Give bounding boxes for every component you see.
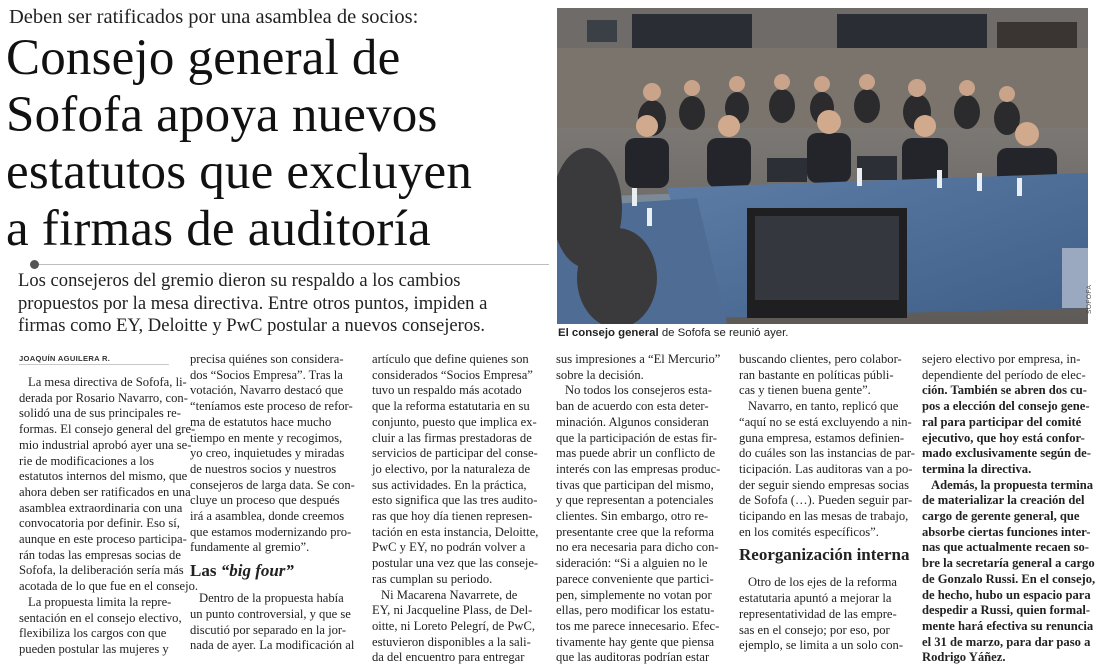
body-text-line: sideración: “Si a alguien no le xyxy=(556,556,708,571)
body-column-1 xyxy=(19,375,199,658)
body-text-line: rán todas las empresas socias de xyxy=(19,547,181,562)
body-text-line: nada de ayer. La modificación al xyxy=(190,638,355,653)
body-text-line: “teníamos este proceso de refor- xyxy=(190,399,353,414)
body-text-line: mio industrial aprobó ayer una se- xyxy=(19,437,192,452)
body-text-line: sobre la decisión. xyxy=(556,367,644,382)
body-text-line: oitte, ni Loreto Pelegrí, de PwC, xyxy=(372,618,535,633)
body-text-line: formas. El consejo general del gre- xyxy=(19,422,196,437)
subheading: Reorganización interna xyxy=(739,545,910,565)
body-column-5 xyxy=(739,352,916,654)
body-text-line: ción. También se abren dos cu- xyxy=(922,383,1087,398)
body-text-line: do cuáles son las instancias de par- xyxy=(739,446,916,461)
meeting-photo xyxy=(557,8,1088,324)
body-text-line: flexibiliza los cargos con que xyxy=(19,626,167,641)
body-text-line: cargo de gerente general, que xyxy=(922,509,1080,524)
body-text-line: Rodrigo Yáñez. xyxy=(922,650,1006,665)
body-text-line: La mesa directiva de Sofofa, li- xyxy=(28,375,187,389)
body-text-line: no era necesaria para dicho con- xyxy=(556,540,719,555)
body-text-line: bre la secretaría general a cargo xyxy=(922,556,1095,571)
body-text-line: de materializar la creación del xyxy=(922,493,1085,508)
body-text-line: discutió por separado en la jor- xyxy=(190,622,347,637)
body-text-line: cluye un proceso que después xyxy=(190,493,340,508)
body-text-line: irá a asamblea, donde creemos xyxy=(190,509,345,524)
body-text-line: pen, simplemente no votan por xyxy=(556,587,712,602)
body-text-line: ral para participar del comité xyxy=(922,414,1082,429)
body-text-line: PwC y EY, no podrán volver a xyxy=(372,540,526,555)
body-text-line: Navarro, en tanto, replicó que xyxy=(748,399,899,414)
body-text-line: ran bastante en políticas públi- xyxy=(739,367,894,382)
body-text-line: ras cumplan su periodo. xyxy=(372,571,493,586)
deck-bullet xyxy=(30,260,39,269)
subheading xyxy=(190,561,362,581)
body-text-line: ticipación. Las auditoras van a po- xyxy=(739,461,913,476)
body-text-line: asamblea extraordinaria con una xyxy=(19,500,183,515)
body-text-line: tiempo en mente y recogimos, xyxy=(190,430,343,445)
body-text-line: Además, la propuesta termina xyxy=(931,477,1094,492)
body-text-line: nas que actualmente recaen so- xyxy=(922,540,1089,555)
body-text-line: buscando clientes, pero colabor- xyxy=(739,352,902,366)
body-text-line: parece conveniente que partici- xyxy=(556,571,714,586)
byline: JOAQUÍN AGUILERA R. xyxy=(19,354,111,363)
body-text-line: precisa quiénes son considera- xyxy=(190,352,344,366)
body-text-line: de nuestros socios y nuestros xyxy=(190,461,337,476)
body-text-line: sentación en el consejo electivo, xyxy=(19,610,182,625)
body-text-line: mado exclusivamente según de- xyxy=(922,446,1091,461)
deck-line: propuestos por la mesa directiva. Entre otros puntos, impiden a xyxy=(18,292,488,314)
body-text-line: der seguir siendo empresas socias xyxy=(739,477,909,492)
deck-divider xyxy=(34,264,549,265)
body-text-line: yo creo, inquietudes y miradas xyxy=(190,446,345,461)
body-text-line: solidó una de sus principales re- xyxy=(19,406,181,421)
body-text-line: tivas que participan del mismo, xyxy=(556,477,714,492)
caption-bold: El consejo general xyxy=(558,327,659,339)
body-text-line: tivamente hay gente que piensa xyxy=(556,634,715,649)
body-text-line: da del encuentro para entregar xyxy=(372,650,525,665)
body-text-line: representatividad de las empre- xyxy=(739,606,897,621)
body-text-line: sus impresiones a “El Mercurio” xyxy=(556,352,721,366)
body-text-line: tación en esta instancia, Deloitte, xyxy=(372,524,539,539)
body-text-line: servicios de participar del conse- xyxy=(372,446,538,461)
body-text-line: ras que hoy día tienen represen- xyxy=(372,509,533,524)
deck-line: firmas como EY, Deloitte y PwC postular a nuevos consejeros. xyxy=(18,315,486,336)
body-text-line: tuvo un respaldo más acotado xyxy=(372,383,522,398)
body-text-line: ellas, pero modificar los estatu- xyxy=(556,603,715,618)
body-text-line: considerados “Socios Empresa” xyxy=(372,367,533,382)
body-text-line: esto significa que las tres audito- xyxy=(372,493,538,508)
body-text-line: de Sofofa (…). Pueden seguir par- xyxy=(739,493,913,508)
body-text-line: EY, ni Jacqueline Plass, de Del- xyxy=(372,603,533,618)
body-column-4 xyxy=(556,352,728,666)
subheading-italic: “big four” xyxy=(220,561,294,581)
body-text-line: estatutaria apuntó a mejorar la xyxy=(739,591,892,606)
body-text-line: mente hará efectiva su renuncia xyxy=(922,618,1094,633)
body-text-line: votación, Navarro destacó que xyxy=(190,383,344,398)
subheading-text: Las xyxy=(190,561,221,581)
caption-text: de Sofofa se reunió ayer. xyxy=(658,327,789,339)
body-text-line: estuvieron disponibles a la sali- xyxy=(372,634,531,649)
body-text-line: sas en el consejo; por eso, por xyxy=(739,622,890,637)
body-text-line: conjunto, puesto que implica ex- xyxy=(372,414,537,429)
body-text-line: un punto controversial, y que se xyxy=(190,606,351,621)
body-column-2 xyxy=(190,352,362,654)
body-text-line: ahora deben ser ratificados en una xyxy=(19,484,191,499)
meeting-photo-illustration xyxy=(557,8,1088,324)
body-text-line: y que representan a potenciales xyxy=(556,493,714,508)
body-text-line: jo electivo, por la naturaleza de xyxy=(372,461,531,476)
body-text-line: minación. Algunos consideran xyxy=(556,414,709,429)
body-text-line: ejecutivo, que hoy está confor- xyxy=(922,430,1085,445)
body-text-line: presentante cree que la reforma xyxy=(556,524,715,539)
headline xyxy=(6,30,551,258)
body-text-line: Ni Macarena Navarrete, de xyxy=(381,587,518,602)
body-text-line: de Gonzalo Russi. En el consejo, xyxy=(922,571,1096,586)
body-text-line: convocatoria por definir. Eso sí, xyxy=(19,516,180,531)
body-text-line: estatutos internos del mismo, que xyxy=(19,469,188,484)
body-text-line: mas puede abrir un conflicto de xyxy=(556,446,716,461)
deck xyxy=(18,270,548,338)
body-text-line: de hecho, hubo un espacio para xyxy=(922,587,1091,602)
body-text-line: pos a elección del consejo gene- xyxy=(922,399,1090,414)
headline-line: estatutos que excluyen xyxy=(6,144,473,200)
body-text-line: ban de acuerdo con esta deter- xyxy=(556,399,709,414)
kicker: Deben ser ratificados por una asamblea de socios: xyxy=(9,6,419,28)
body-text-line: el 31 de marzo, para dar paso a xyxy=(922,634,1091,649)
headline-line: Consejo general de xyxy=(6,30,401,86)
body-text-line: despedir a Russi, quien formal- xyxy=(922,603,1091,618)
body-text-line: ticipando en las mesas de trabajo, xyxy=(739,509,909,524)
body-text-line: clientes. Sin embargo, otro re- xyxy=(556,509,709,524)
body-text-line: absorbe ciertas funciones inter- xyxy=(922,524,1091,539)
body-text-line: pueden postular las mujeres y xyxy=(19,641,169,656)
body-text-line: Otro de los ejes de la reforma xyxy=(748,575,897,590)
body-text-line: guna empresa, estamos definien- xyxy=(739,430,905,445)
body-text-line: que las auditoras podrían estar xyxy=(556,650,710,665)
body-text-line: No todos los consejeros esta- xyxy=(565,383,712,398)
byline-divider xyxy=(19,364,169,365)
body-text-line: fundamente al gremio”. xyxy=(190,540,310,555)
body-text-line: postular una vez que las conseje- xyxy=(372,556,539,571)
photo-credit: SOFOFA xyxy=(1086,284,1093,314)
body-text-line: tos me parece innecesario. Efec- xyxy=(556,618,720,633)
body-text-line: derada por Rosario Navarro, con- xyxy=(19,390,188,405)
body-text-line: cas y tienen buena gente”. xyxy=(739,383,871,398)
headline-line: Sofofa apoya nuevos xyxy=(6,87,438,143)
body-column-3 xyxy=(372,352,544,666)
body-text-line: cluir a las firmas prestadoras de xyxy=(372,430,532,445)
body-text-line: Dentro de la propuesta había xyxy=(199,591,344,606)
body-text-line: ma de estatutos hace mucho xyxy=(190,414,332,429)
body-text-line: artículo que define quienes son xyxy=(372,352,529,366)
body-column-6 xyxy=(922,352,1094,666)
deck-line: Los consejeros del gremio dieron su respaldo a los cambios xyxy=(18,270,461,291)
body-text-line: Sofofa, la deliberación sería más xyxy=(19,563,184,578)
body-text-line: rie de modificaciones a los xyxy=(19,453,154,468)
body-text-line: en los comités específicos”. xyxy=(739,524,879,539)
body-text-line: acotada de lo que fue en el consejo. xyxy=(19,579,199,594)
body-text-line: “aquí no se está excluyendo a nin- xyxy=(739,414,912,429)
body-text-line: ejemplo, se limita a un solo con- xyxy=(739,638,904,653)
body-text-line: interés con las empresas produc- xyxy=(556,461,721,476)
body-text-line: dependiente del período de elec- xyxy=(922,367,1086,382)
body-text-line: La propuesta limita la repre- xyxy=(28,594,172,609)
body-text-line: que la reforma estatutaria en su xyxy=(372,399,530,414)
body-text-line: sus actividades. En la práctica, xyxy=(372,477,527,492)
body-text-line: sejero electivo por empresa, in- xyxy=(922,352,1081,366)
body-text-line: termina la directiva. xyxy=(922,461,1032,476)
body-text-line: que la participación de estas fir- xyxy=(556,430,717,445)
body-text-line: aunque en este proceso participa- xyxy=(19,532,187,547)
body-text-line: dos “Socios Empresa”. Tras la xyxy=(190,367,343,382)
headline-line: a firmas de auditoría xyxy=(6,201,431,257)
body-text-line: que estamos modernizando pro- xyxy=(190,524,352,539)
photo-caption xyxy=(558,327,1088,339)
body-text-line: consejeros de larga data. Se con- xyxy=(190,477,355,492)
